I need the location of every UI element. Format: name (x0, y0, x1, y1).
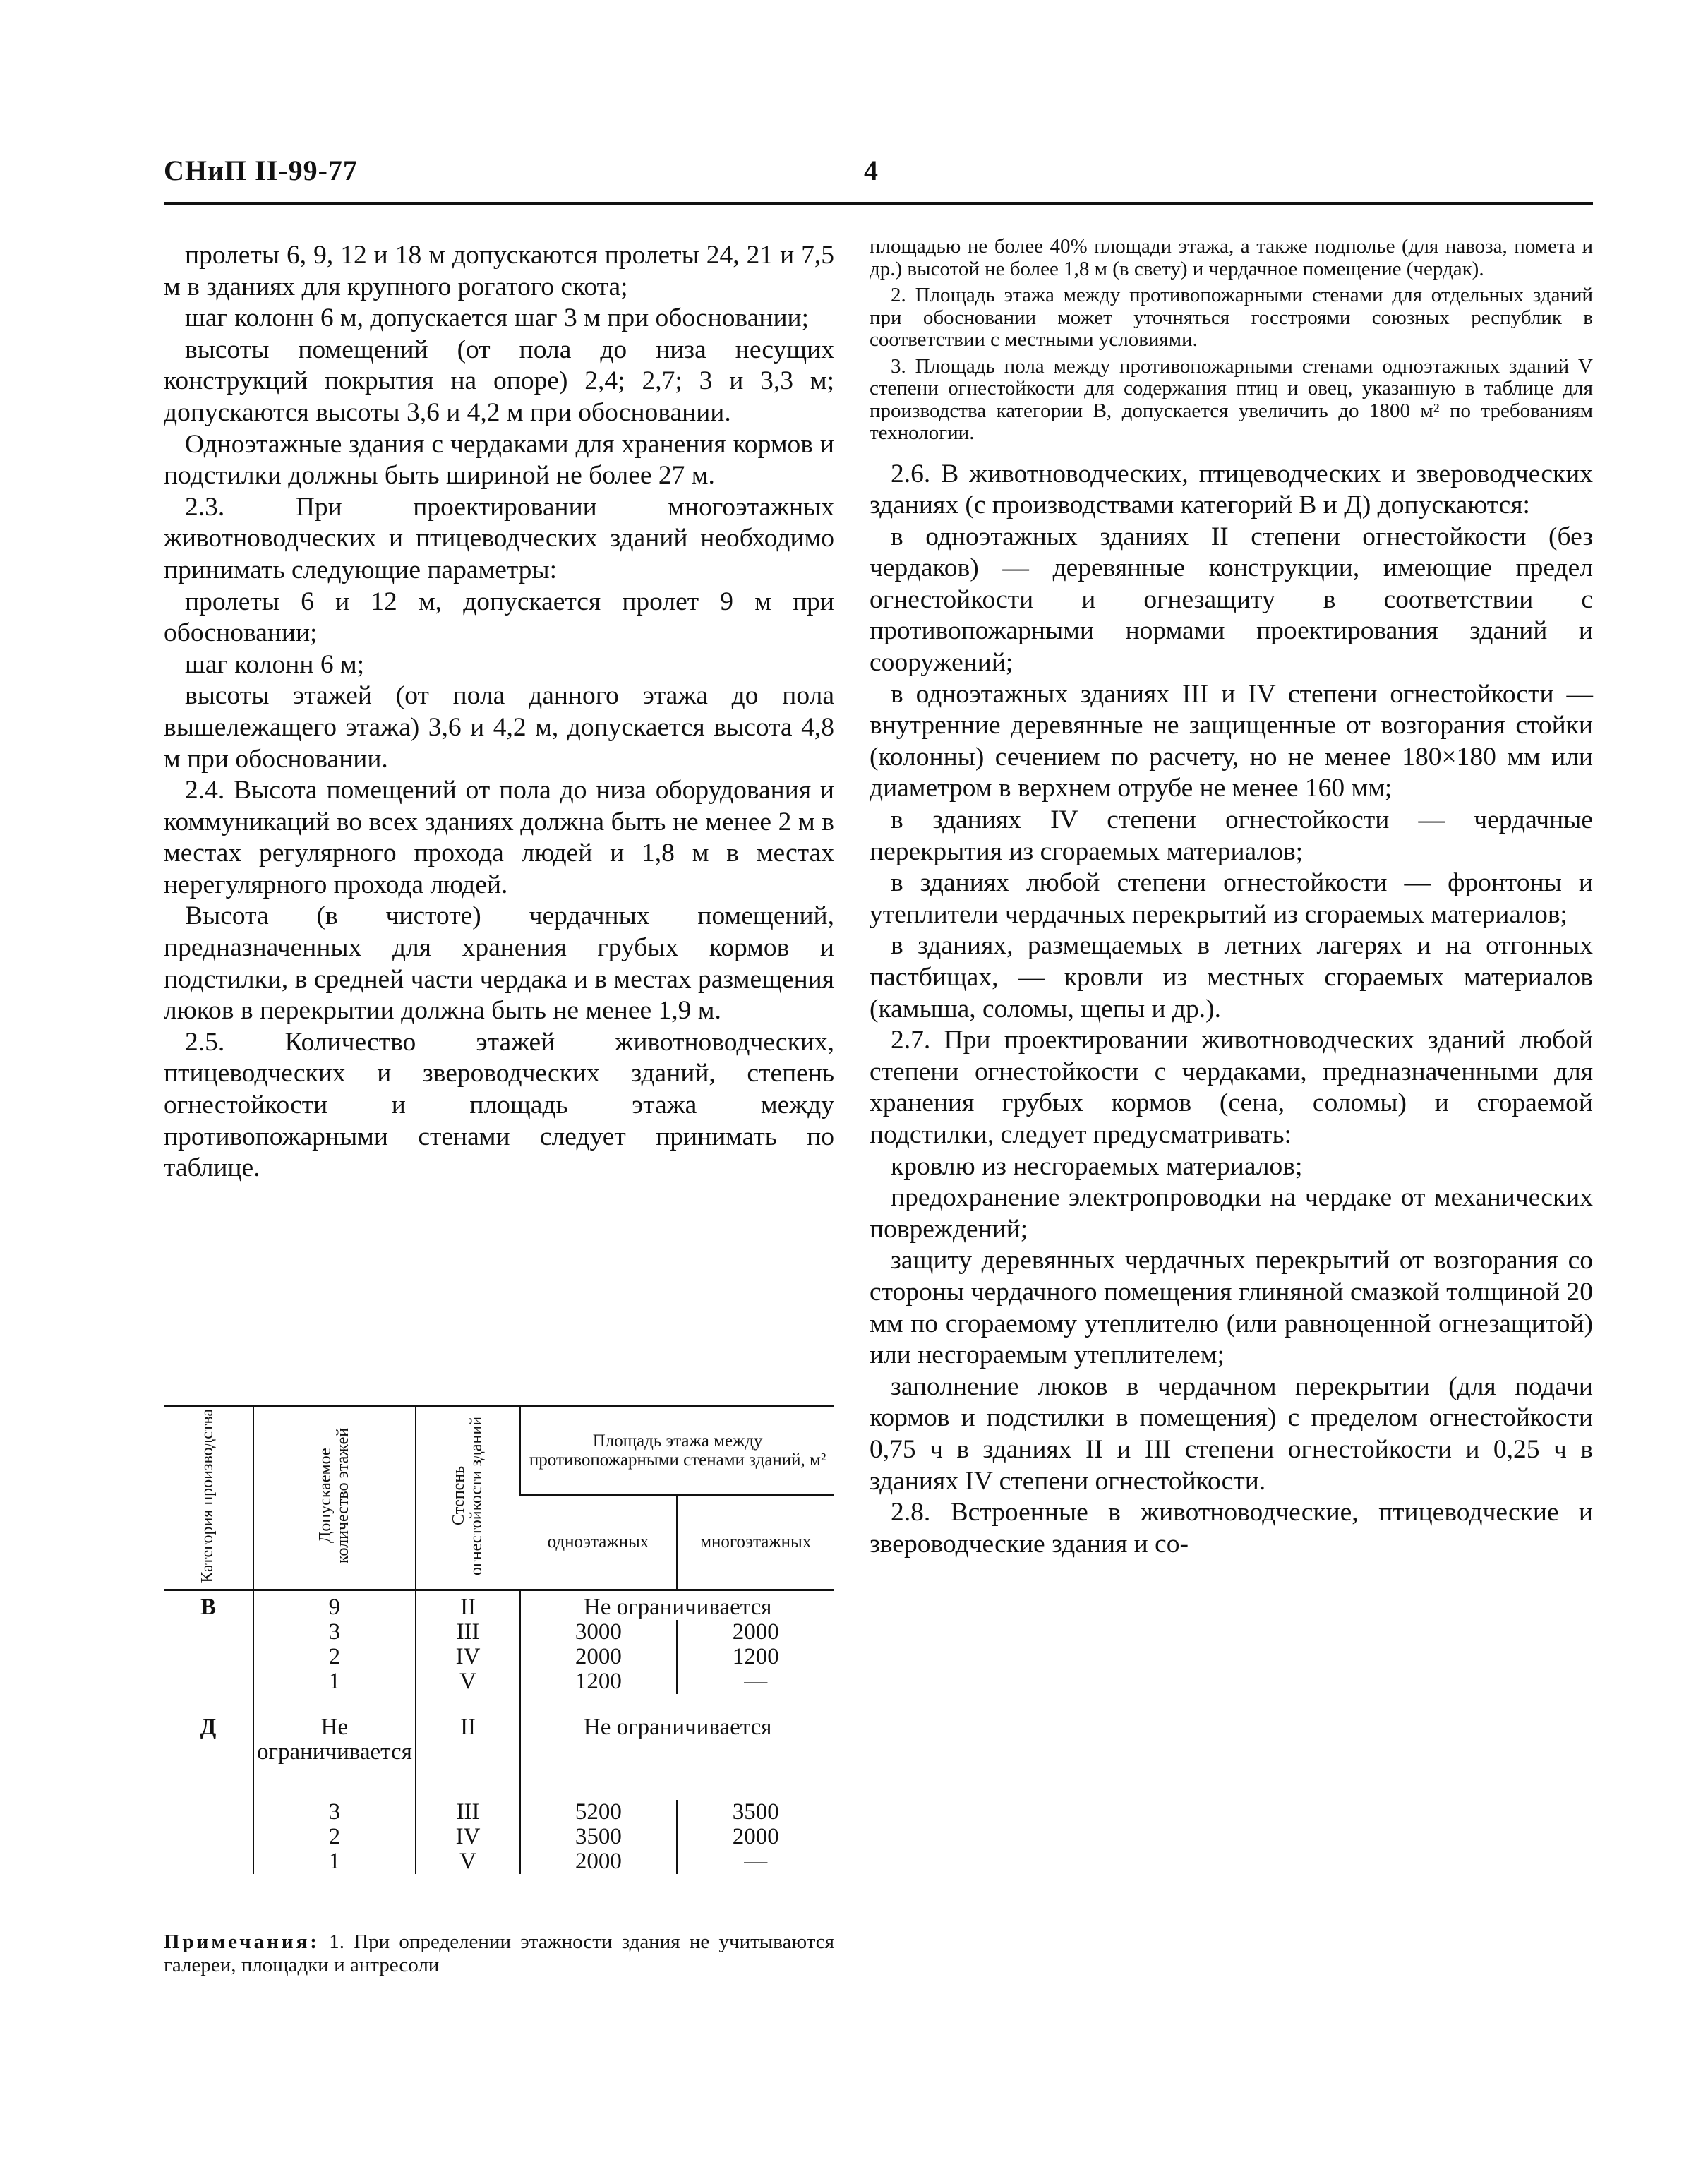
page-number: 4 (864, 155, 878, 186)
header-rule (164, 202, 1593, 205)
paragraph: в зданиях, размещаемых в летних лагерях и на отгонных пастбищах, — кровли из местных сгораемых материалов (камыша, соломы, щепы и др.). (870, 931, 1593, 1024)
header-area: Площадь этажа между противопожарными стенами зданий, м² (520, 1406, 834, 1494)
right-column (870, 236, 1593, 1560)
paragraph: в зданиях любой степени огнестойкости — фронтоны и утеплители чердачных перекрытий из сгораемых материалов; (870, 868, 1593, 929)
paragraph: высоты помещений (от пола до низа несущих конструкций покрытия на опоре) 2,4; 2,7; 3 и 3,3 м; допускаются высоты 3,6 и 4,2 м при обосновании. (164, 335, 834, 427)
note-1-continued: площадью не более 40% площади этажа, а также подполье (для навоза, помета и др.) высотой не более 1,8 м (в свету) и чердачное помещение (чердак). (870, 235, 1593, 280)
paragraph: в зданиях IV степени огнестойкости — чердачные перекрытия из сгораемых материалов; (870, 805, 1593, 866)
paragraph: Одноэтажные здания с чердаками для хранения кормов и подстилки должны быть шириной не более 27 м. (164, 429, 834, 491)
table-row: 2 IV 3500 2000 (164, 1825, 834, 1849)
paragraph: 2.7. При проектировании животноводческих зданий любой степени огнестойкости с чердаками, предназначенными для хранения грубых кормов (сена, соломы) и сгораемой подстилки, следует предусматривать: (870, 1026, 1593, 1149)
paragraph: защиту деревянных чердачных перекрытий от возгорания со стороны чердачного помещения глиняной смазкой толщиной 20 мм по сгораемому утеплителю (или равноценной огнезащитой) или несгораемым утеплителем; (870, 1246, 1593, 1370)
paragraph: пролеты 6 и 12 м, допускается пролет 9 м при обосновании; (164, 587, 834, 648)
paragraph: шаг колонн 6 м, допускается шаг 3 м при обосновании; (185, 304, 809, 333)
paragraph: 2.5. Количество этажей животноводческих, птицеводческих и звероводческих зданий, степень огнестойкости и площадь этажа между противопожарными стенами следует принимать по таблице. (164, 1027, 834, 1183)
paragraph: кровлю из несгораемых материалов; (891, 1151, 1303, 1181)
paragraph: предохранение электропроводки на чердаке от механических повреждений; (870, 1183, 1593, 1244)
paragraph: в одноэтажных зданиях II степени огнестойкости (без чердаков) — деревянные конструкции, имеющие предел огнестойкости и огнезащиту в соответствии с противопожарными нормами проектирования зданий и сооружений; (870, 522, 1593, 678)
header-floors: Допускаемое количество этажей (253, 1406, 416, 1590)
header-multi-storey: многоэтажных (677, 1494, 834, 1590)
paragraph: 2.8. Встроенные в животноводческие, птицеводческие и звероводческие здания и со- (870, 1498, 1593, 1559)
table-row: 1 V 1200 — (164, 1669, 834, 1694)
fire-safety-table (164, 1405, 834, 1874)
paragraph: 2.3. При проектировании многоэтажных животноводческих и птицеводческих зданий необходимо принимать следующие параметры: (164, 492, 834, 584)
table-row: В 9 II Не ограничивается (164, 1590, 834, 1620)
table-row: 2 IV 2000 1200 (164, 1645, 834, 1669)
note-3: 3. Площадь пола между противопожарными стенами одноэтажных зданий V степени огнестойкости для содержания птиц и овец, указанную в таблице для производства категории В, допускается увеличить до 1800 м² по требованиям технологии. (870, 354, 1593, 444)
paragraph: шаг колонн 6 м; (185, 649, 365, 679)
paragraph: высоты этажей (от пола данного этажа до пола вышележащего этажа) 3,6 и 4,2 м, допускается высота 4,8 м при обосновании. (164, 681, 834, 774)
paragraph: 2.4. Высота помещений от пола до низа оборудования и коммуникаций во всех зданиях должна быть не менее 2 м в местах регулярного прохода людей и 1,8 м в местах нерегулярного прохода людей. (164, 776, 834, 899)
document-code: СНиП II-99-77 (164, 155, 358, 186)
paragraph: в одноэтажных зданиях III и IV степени огнестойкости — внутренние деревянные не защищенные от возгорания стойки (колонны) сечением по расчету, но не менее 180×180 мм или диаметром в верхнем отрубе не менее 160 мм; (870, 679, 1593, 803)
fire-safety-table-block (164, 1405, 834, 1874)
table-row: 3 III 5200 3500 (164, 1800, 834, 1825)
table-row: Д Не ограничивается II Не ограничивается (164, 1694, 834, 1800)
notes-label: Примечания: (164, 1931, 320, 1953)
left-column (164, 240, 834, 1184)
table-row: 1 V 2000 — (164, 1849, 834, 1874)
paragraph: Высота (в чистоте) чердачных помещений, предназначенных для хранения грубых кормов и подстилки, в средней части чердака и в местах размещения люков в перекрытии должна быть не менее 1,9 м. (164, 901, 834, 1026)
paragraph: пролеты 6, 9, 12 и 18 м допускаются пролеты 24, 21 и 7,5 м в зданиях для крупного рогатого скота; (164, 241, 834, 301)
table-row: 3 III 3000 2000 (164, 1620, 834, 1645)
table-notes-continued (870, 236, 1593, 445)
note-2: 2. Площадь этажа между противопожарными стенами для отдельных зданий при обосновании может уточняться госстроями союзных республик в соответствии с местными условиями. (870, 284, 1593, 351)
note-1-start: 1. При определении этажности здания не учитываются галереи, площадки и антресоли (164, 1931, 834, 1976)
paragraph: 2.6. В животноводческих, птицеводческих и звероводческих зданиях (с производствами категорий В и Д) допускаются: (870, 459, 1593, 520)
table-notes (164, 1931, 834, 1977)
header-category: Категория производства (164, 1406, 253, 1590)
header-fire-rating: Степень огнестойкости зданий (416, 1406, 520, 1590)
header-single-storey: одноэтажных (520, 1494, 676, 1590)
paragraph: заполнение люков в чердачном перекрытии (для подачи кормов и подстилки в помещения) с пределом огнестойкости 0,75 ч в зданиях II и III степени огнестойкости и 0,25 ч в зданиях IV степени огнестойкости. (870, 1371, 1593, 1496)
